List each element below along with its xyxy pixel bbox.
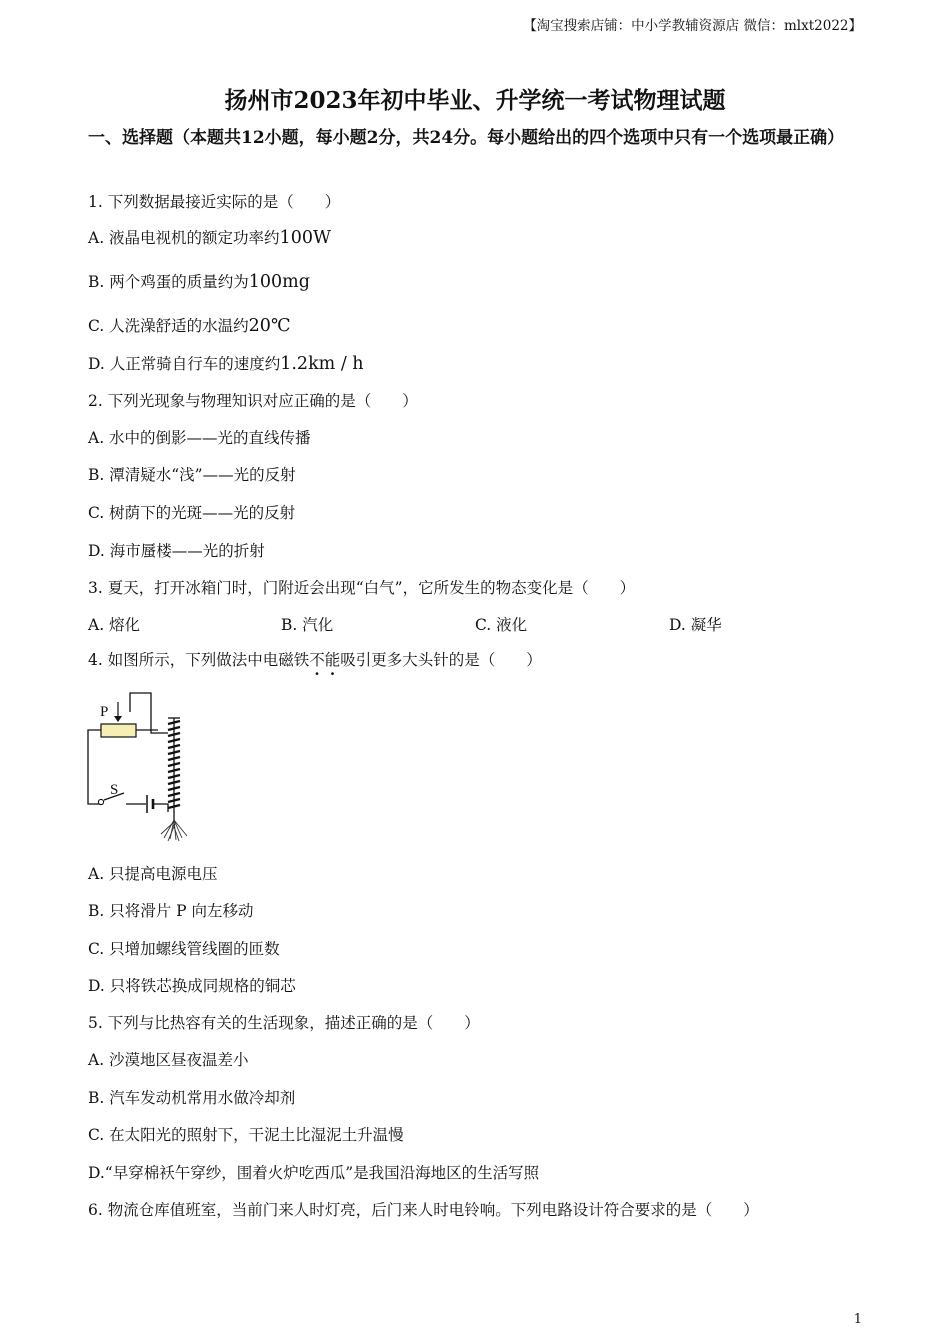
q6-stem: 6. 物流仓库值班室，当前门来人时灯亮，后门来人时电铃响。下列电路设计符合要求的是（ ）	[88, 1201, 759, 1219]
q4-option-c: C. 只增加螺线管线圈的匝数	[88, 940, 280, 958]
q3-option-c: C. 液化	[475, 616, 528, 634]
q5-option-a: A. 沙漠地区昼夜温差小	[88, 1051, 249, 1069]
q1-option-b: B. 两个鸡蛋的质量约为100mg	[88, 272, 310, 292]
q3-option-a: A. 熔化	[88, 616, 141, 634]
q1-option-c: C. 人洗澡舒适的水温约20℃	[88, 316, 291, 336]
label-s: S	[110, 782, 119, 798]
q3-stem: 3. 夏天，打开冰箱门时，门附近会出现“白气”，它所发生的物态变化是（ ）	[88, 579, 636, 597]
q1-option-a: A. 液晶电视机的额定功率约100W	[88, 228, 331, 248]
q5-option-b: B. 汽车发动机常用水做冷却剂	[88, 1089, 296, 1107]
pins	[161, 820, 187, 841]
q2-option-a: A. 水中的倒影——光的直线传播	[88, 429, 311, 447]
q3-option-d: D. 凝华	[669, 616, 722, 634]
q2-option-d: D. 海市蜃楼——光的折射	[88, 542, 265, 560]
coil	[168, 721, 180, 808]
q1-stem: 1. 下列数据最接近实际的是（ ）	[88, 193, 341, 211]
q4-stem: 4. 如图所示，下列做法中电磁铁不能吸引更多大头针的是（ ）	[88, 648, 542, 670]
q5-stem: 5. 下列与比热容有关的生活现象，描述正确的是（ ）	[88, 1014, 480, 1032]
q4-option-a: A. 只提高电源电压	[88, 865, 218, 883]
q3-option-b: B. 汽化	[281, 616, 334, 634]
emphasis-mark: 能	[324, 651, 341, 669]
section-heading: 一、选择题（本题共12小题，每小题2分，共24分。每小题给出的四个选项中只有一个选项最正确）	[88, 128, 845, 148]
electromagnet-circuit-diagram	[84, 690, 204, 842]
label-p: P	[100, 704, 109, 720]
q1-option-d: D. 人正常骑自行车的速度约1.2km / h	[88, 354, 364, 374]
page-title: 扬州市2023年初中毕业、升学统一考试物理试题	[224, 87, 726, 114]
rheostat	[101, 724, 136, 737]
header-note: 【淘宝搜索店铺：中小学教辅资源店 微信：mlxt2022】	[523, 18, 862, 34]
q2-option-b: B. 潭清疑水“浅”——光的反射	[88, 466, 296, 484]
q5-option-c: C. 在太阳光的照射下，干泥土比湿泥土升温慢	[88, 1126, 404, 1144]
q2-stem: 2. 下列光现象与物理知识对应正确的是（ ）	[88, 392, 418, 410]
page-number: 1	[853, 1312, 862, 1327]
q2-option-c: C. 树荫下的光斑——光的反射	[88, 504, 296, 522]
switch-contact	[98, 799, 103, 804]
q4-option-d: D. 只将铁芯换成同规格的铜芯	[88, 977, 296, 995]
emphasis-mark: 不	[309, 651, 325, 669]
q4-option-b: B. 只将滑片 P 向左移动	[88, 902, 254, 920]
q5-option-d: D.“早穿棉袄午穿纱，围着火炉吃西瓜”是我国沿海地区的生活写照	[88, 1164, 540, 1182]
